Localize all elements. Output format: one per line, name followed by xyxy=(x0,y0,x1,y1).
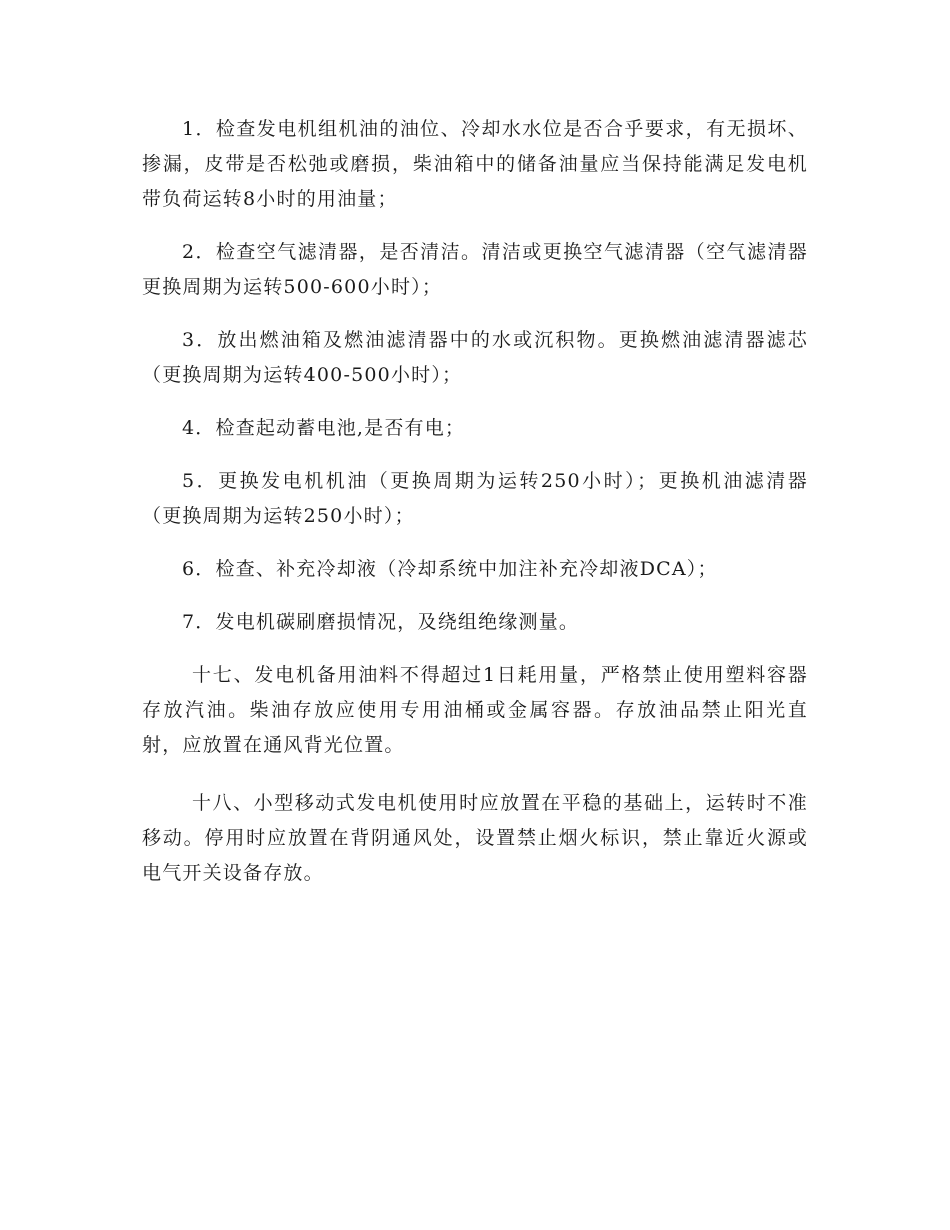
rule-17-paragraph: 十七、发电机备用油料不得超过1日耗用量，严格禁止使用塑料容器存放汽油。柴油存放应使用专用油桶或金属容器。存放油品禁止阳光直射，应放置在通风背光位置。 xyxy=(142,664,808,756)
maintenance-item-5: 5．更换发电机机油（更换周期为运转250小时）；更换机油滤清器（更换周期为运转250小时）； xyxy=(142,470,808,527)
document-body xyxy=(142,112,808,914)
maintenance-item-4: 4．检查起动蓄电池,是否有电； xyxy=(182,417,466,439)
maintenance-item-1: 1．检查发电机组机油的油位、冷却水水位是否合乎要求，有无损坏、掺漏，皮带是否松弛或磨损，柴油箱中的储备油量应当保持能满足发电机带负荷运转8小时的用油量； xyxy=(142,118,808,210)
maintenance-item-6: 6．检查、补充冷却液（冷却系统中加注补充冷却液DCA）； xyxy=(182,558,718,580)
maintenance-item-3: 3．放出燃油箱及燃油滤清器中的水或沉积物。更换燃油滤清器滤芯（更换周期为运转400-500小时）； xyxy=(142,329,808,386)
maintenance-item-7: 7．发电机碳刷磨损情况，及绕组绝缘测量。 xyxy=(182,611,580,633)
maintenance-item-2: 2．检查空气滤清器，是否清洁。清洁或更换空气滤清器（空气滤清器更换周期为运转500-600小时）； xyxy=(142,241,808,298)
rule-18-paragraph: 十八、小型移动式发电机使用时应放置在平稳的基础上，运转时不准移动。停用时应放置在背阴通风处，设置禁止烟火标识，禁止靠近火源或电气开关设备存放。 xyxy=(142,792,808,884)
